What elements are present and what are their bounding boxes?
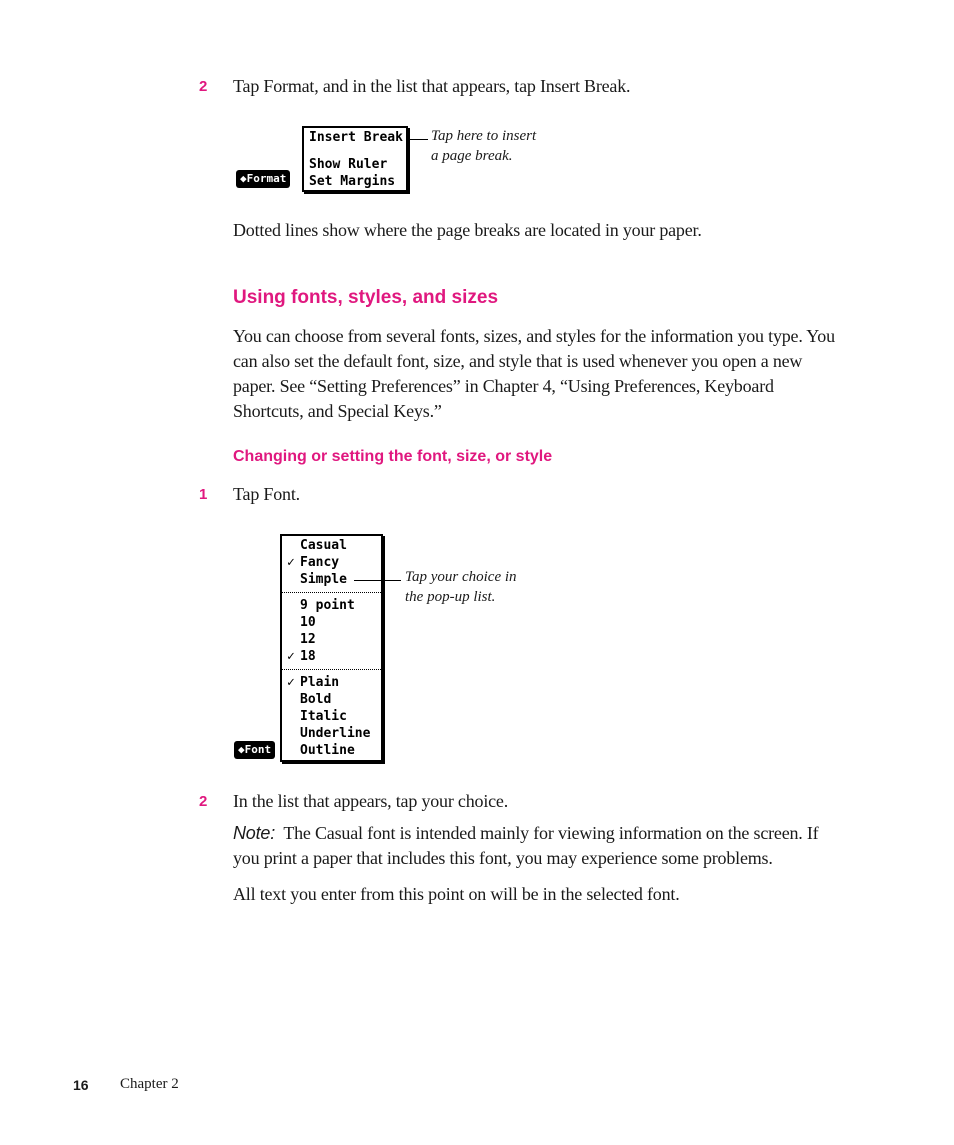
- step-number: 2: [199, 78, 208, 95]
- menu-item-18[interactable]: 18: [300, 649, 316, 664]
- menu-item-simple[interactable]: Simple: [300, 572, 347, 587]
- format-callout-line2: a page break.: [431, 148, 513, 164]
- section-paragraph: [233, 324, 848, 424]
- paragraph-line: Shortcuts, and Special Keys.”: [233, 401, 442, 421]
- paragraph-final: All text you enter from this point on will be in the selected font.: [233, 884, 680, 904]
- menu-item-show-ruler[interactable]: Show Ruler: [309, 157, 388, 172]
- section-heading: Using fonts, styles, and sizes: [233, 287, 499, 308]
- step-text: Tap Format, and in the list that appears, tap Insert Break.: [233, 76, 631, 96]
- paragraph-dotted-lines: Dotted lines show where the page breaks are located in your paper.: [233, 220, 702, 240]
- menu-item-9-point[interactable]: 9 point: [300, 598, 355, 613]
- font-tab-button[interactable]: ◆Font: [234, 741, 275, 759]
- note-text-line2: you print a paper that includes this font, you may experience some problems.: [233, 848, 773, 868]
- menu-item-insert-break[interactable]: Insert Break: [309, 130, 403, 145]
- font-callout-line2: the pop-up list.: [405, 589, 496, 605]
- menu-item-casual[interactable]: Casual: [300, 538, 347, 553]
- checkmark-icon: ✓: [287, 675, 295, 690]
- menu-item-italic[interactable]: Italic: [300, 709, 347, 724]
- note-label: Note:: [233, 823, 276, 843]
- checkmark-icon: ✓: [287, 649, 295, 664]
- paragraph-line: You can choose from several fonts, sizes, and styles for the information you type. You: [233, 326, 835, 346]
- step-number: 1: [199, 486, 208, 503]
- font-popup-menu: [280, 534, 383, 762]
- format-popup-menu: [302, 126, 408, 192]
- format-menu-illustration: [236, 126, 436, 196]
- menu-item-10[interactable]: 10: [300, 615, 316, 630]
- menu-item-fancy[interactable]: Fancy: [300, 555, 340, 570]
- format-callout-line1: Tap here to insert: [431, 128, 537, 144]
- menu-item-underline[interactable]: Underline: [300, 726, 371, 741]
- paragraph-line: paper. See “Setting Preferences” in Chapter 4, “Using Preferences, Keyboard: [233, 376, 774, 396]
- menu-item-set-margins[interactable]: Set Margins: [309, 174, 396, 189]
- callout-leader-line: [354, 580, 401, 581]
- menu-item-outline[interactable]: Outline: [300, 743, 355, 758]
- menu-separator: [282, 592, 381, 593]
- subsection-heading: Changing or setting the font, size, or style: [233, 448, 553, 465]
- format-tab-button[interactable]: ◆Format: [236, 170, 290, 188]
- callout-leader-line: [408, 139, 428, 140]
- menu-item-12[interactable]: 12: [300, 632, 316, 647]
- menu-item-plain[interactable]: Plain: [300, 675, 340, 690]
- font-callout-line1: Tap your choice in: [405, 569, 517, 585]
- note-paragraph: [233, 821, 848, 871]
- page-number: 16: [73, 1077, 89, 1093]
- step-text: Tap Font.: [233, 484, 300, 504]
- note-text-line1: The Casual font is intended mainly for viewing information on the screen. If: [283, 823, 819, 843]
- chapter-label: Chapter 2: [120, 1076, 179, 1092]
- menu-item-bold[interactable]: Bold: [300, 692, 332, 707]
- step-number: 2: [199, 793, 208, 810]
- paragraph-line: can also set the default font, size, and style that is used whenever you open a new: [233, 351, 803, 371]
- checkmark-icon: ✓: [287, 555, 295, 570]
- menu-separator: [282, 669, 381, 670]
- step-text: In the list that appears, tap your choice.: [233, 791, 509, 811]
